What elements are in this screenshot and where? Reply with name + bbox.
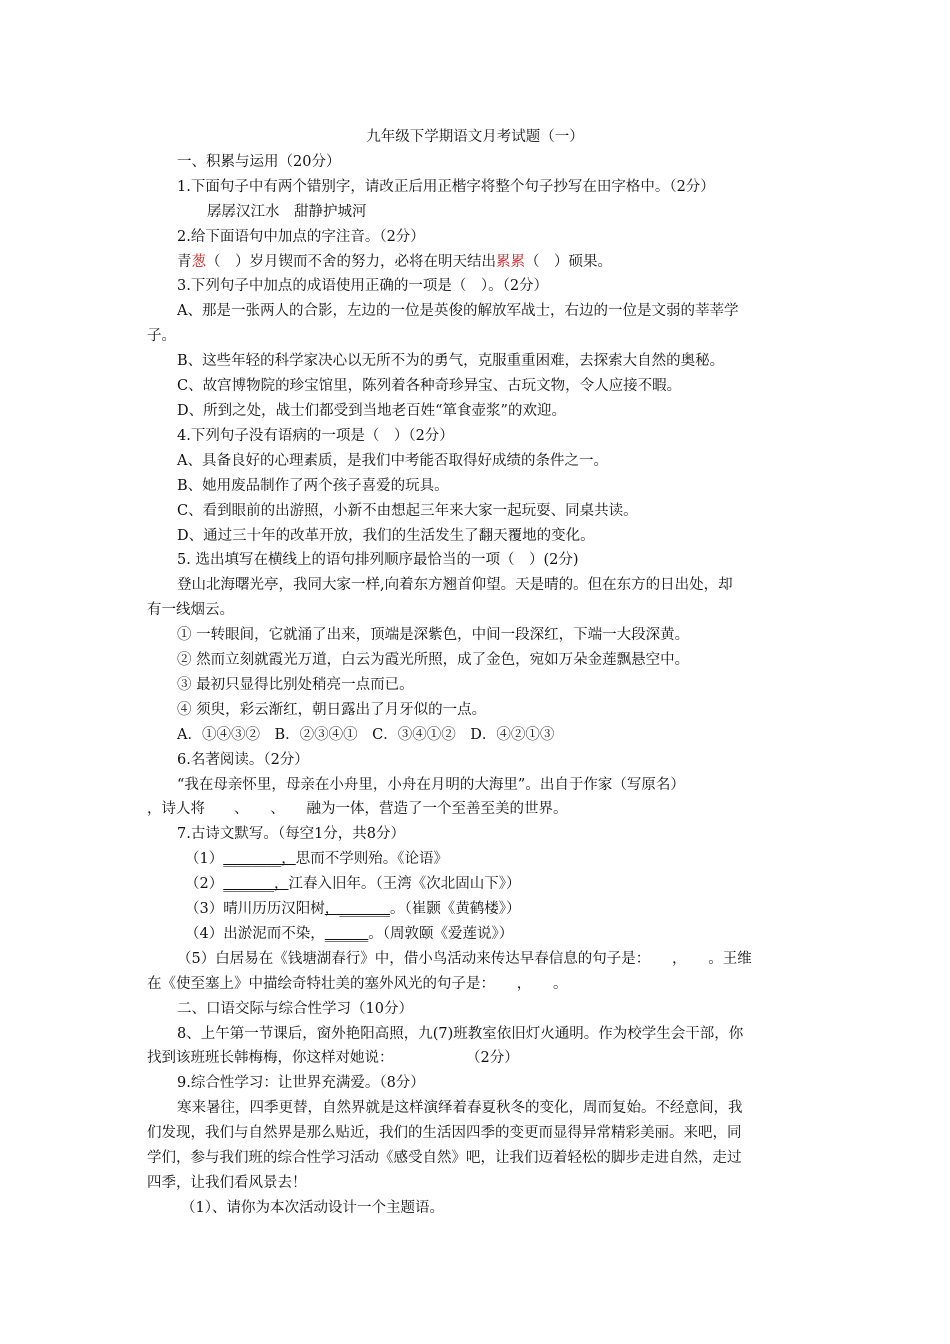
section-2-heading: 二、口语交际与综合性学习（10分） [177, 1001, 413, 1017]
q5-item-1: ① 一转眼间，它就涌了出来，顶端是深紫色，中间一段深红，下端一大段深黄。 [177, 627, 690, 643]
q3-option-a: A、那是一张两人的合影，左边的一位是英俊的解放军战士，右边的一位是文弱的莘莘学 [177, 303, 739, 319]
q2-dotted-word-1: 葱 [191, 254, 206, 270]
question-5: 5. 选出填写在横线上的语句排列顺序最恰当的一项（ ）(2分) [177, 552, 579, 568]
q7-3-blank: ，_______ [324, 901, 390, 917]
question-2-sentence [177, 252, 612, 272]
q2-dotted-word-2: 累累 [496, 254, 525, 270]
q3-option-c: C、故宫博物院的珍宝馆里，陈列着各种奇珍异宝、古玩文物，令人应接不暇。 [177, 378, 682, 394]
q6-quote: “我在母亲怀里，母亲在小舟里，小舟在月明的大海里”。出自于作家（写原名） [177, 777, 685, 793]
q7-item-4 [185, 924, 513, 944]
q9-passage-4: 四季，让我们看风景去！ [147, 1175, 307, 1191]
q5-item-2: ② 然而立刻就霞光万道，白云为霞光所照，成了金色，宛如万朵金莲飘悬空中。 [177, 652, 690, 668]
q4-option-a: A、具备良好的心理素质，是我们中考能否取得好成绩的条件之一。 [177, 453, 608, 469]
q7-2-blank: _______， [223, 876, 289, 892]
q7-2-post: 江春入旧年。（王湾《次北固山下》） [288, 876, 521, 892]
q9-sub-1: （1）、请你为本次活动设计一个主题语。 [181, 1200, 444, 1216]
question-3: 3.下列句子中加点的成语使用正确的一项是（ ）。（2分） [177, 278, 549, 294]
q7-item-3 [185, 899, 520, 919]
q9-passage: 寒来暑往，四季更替，自然界就是这样演绎着春夏秋冬的变化，周而复始。不经意间，我 [177, 1100, 743, 1116]
question-1: 1.下面句子中有两个错别字，请改正后用正楷字将整个句子抄写在田字格中。（2分） [177, 179, 715, 195]
q2-mid: （ ）岁月锲而不舍的努力，必将在明天结出 [206, 254, 496, 270]
q3-option-d: D、所到之处，战士们都受到当地老百姓“箪食壶浆”的欢迎。 [177, 403, 566, 419]
question-8-cont: 找到该班班长韩梅梅，你这样对她说： （2分） [147, 1050, 519, 1066]
q7-3-pre: （3）晴川历历汉阳树 [185, 901, 325, 917]
q7-1-pre: （1） [185, 851, 224, 867]
q7-4-blank: ______ [324, 926, 369, 942]
q7-4-post: 。（周敦颐《爱莲说》） [368, 926, 514, 942]
q4-option-c: C、看到眼前的出游照，小新不由想起三年来大家一起玩耍、同桌共读。 [177, 503, 638, 519]
q2-post: （ ）硕果。 [525, 254, 612, 270]
q5-item-3: ③ 最初只显得比别处稍亮一点而已。 [177, 677, 414, 693]
section-1-heading: 一、积累与运用（20分） [177, 154, 341, 170]
q7-item-1 [185, 849, 448, 869]
q7-3-post: 。（崔颢《黄鹤楼》） [389, 901, 521, 917]
question-6: 6.名著阅读。（2分） [177, 752, 309, 768]
q7-1-post: 思而不学则殆。《论语》 [295, 851, 448, 867]
page-title: 九年级下学期语文月考试题（一） [366, 129, 584, 145]
question-9: 9.综合性学习：让世界充满爱。（8分） [177, 1075, 425, 1091]
q5-options: A．①④③② B．②③④① C．③④①② D．④②①③ [177, 727, 555, 743]
question-4: 4.下列句子没有语病的一项是（ ）（2分） [177, 428, 454, 444]
q9-passage-2: 们发现，我们与自然界是那么贴近，我们的生活因四季的变更而显得异常精彩美丽。来吧，同 [147, 1125, 742, 1141]
q7-item-5-cont: 在《使至塞上》中描绘奇特壮美的塞外风光的句子是： ， 。 [147, 976, 568, 992]
question-1-sentence: 孱孱汉江水 甜静护城河 [207, 204, 367, 220]
q6-quote-cont: ，诗人将 、 、 融为一体，营造了一个至善至美的世界。 [147, 801, 568, 817]
q3-option-a-cont: 子。 [147, 328, 176, 344]
q4-option-b: B、她用废品制作了两个孩子喜爱的玩具。 [177, 478, 449, 494]
q4-option-d: D、通过三十年的改革开放，我们的生活发生了翻天覆地的变化。 [177, 528, 595, 544]
question-2: 2.给下面语句中加点的字注音。（2分） [177, 229, 425, 245]
q3-option-b: B、这些年轻的科学家决心以无所不为的勇气，克服重重困难，去探索大自然的奥秘。 [177, 353, 725, 369]
question-8: 8、上午第一节课后，窗外艳阳高照，九(7)班教室依旧灯火通明。作为校学生会干部，你 [177, 1026, 744, 1042]
q5-passage-cont: 有一线烟云。 [147, 602, 234, 618]
q7-item-5: （5）白居易在《钱塘湖春行》中，借小鸟活动来传达早春信息的句子是： ， 。王维 [177, 951, 752, 967]
q9-passage-3: 学们，参与我们班的综合性学习活动《感受自然》吧，让我们迈着轻松的脚步走进自然，走过 [147, 1150, 742, 1166]
q7-4-pre: （4）出淤泥而不染， [185, 926, 325, 942]
q7-1-blank: ________， [223, 851, 296, 867]
question-7: 7.古诗文默写。（每空1分，共8分） [177, 826, 406, 842]
q7-2-pre: （2） [185, 876, 224, 892]
q2-pre: 青 [177, 254, 192, 270]
q5-item-4: ④ 须臾，彩云渐红，朝日露出了月牙似的一点。 [177, 702, 487, 718]
q7-item-2 [185, 874, 520, 894]
q5-passage: 登山北海曙光亭，我同大家一样,向着东方翘首仰望。天是晴的。但在东方的日出处，却 [177, 577, 733, 593]
